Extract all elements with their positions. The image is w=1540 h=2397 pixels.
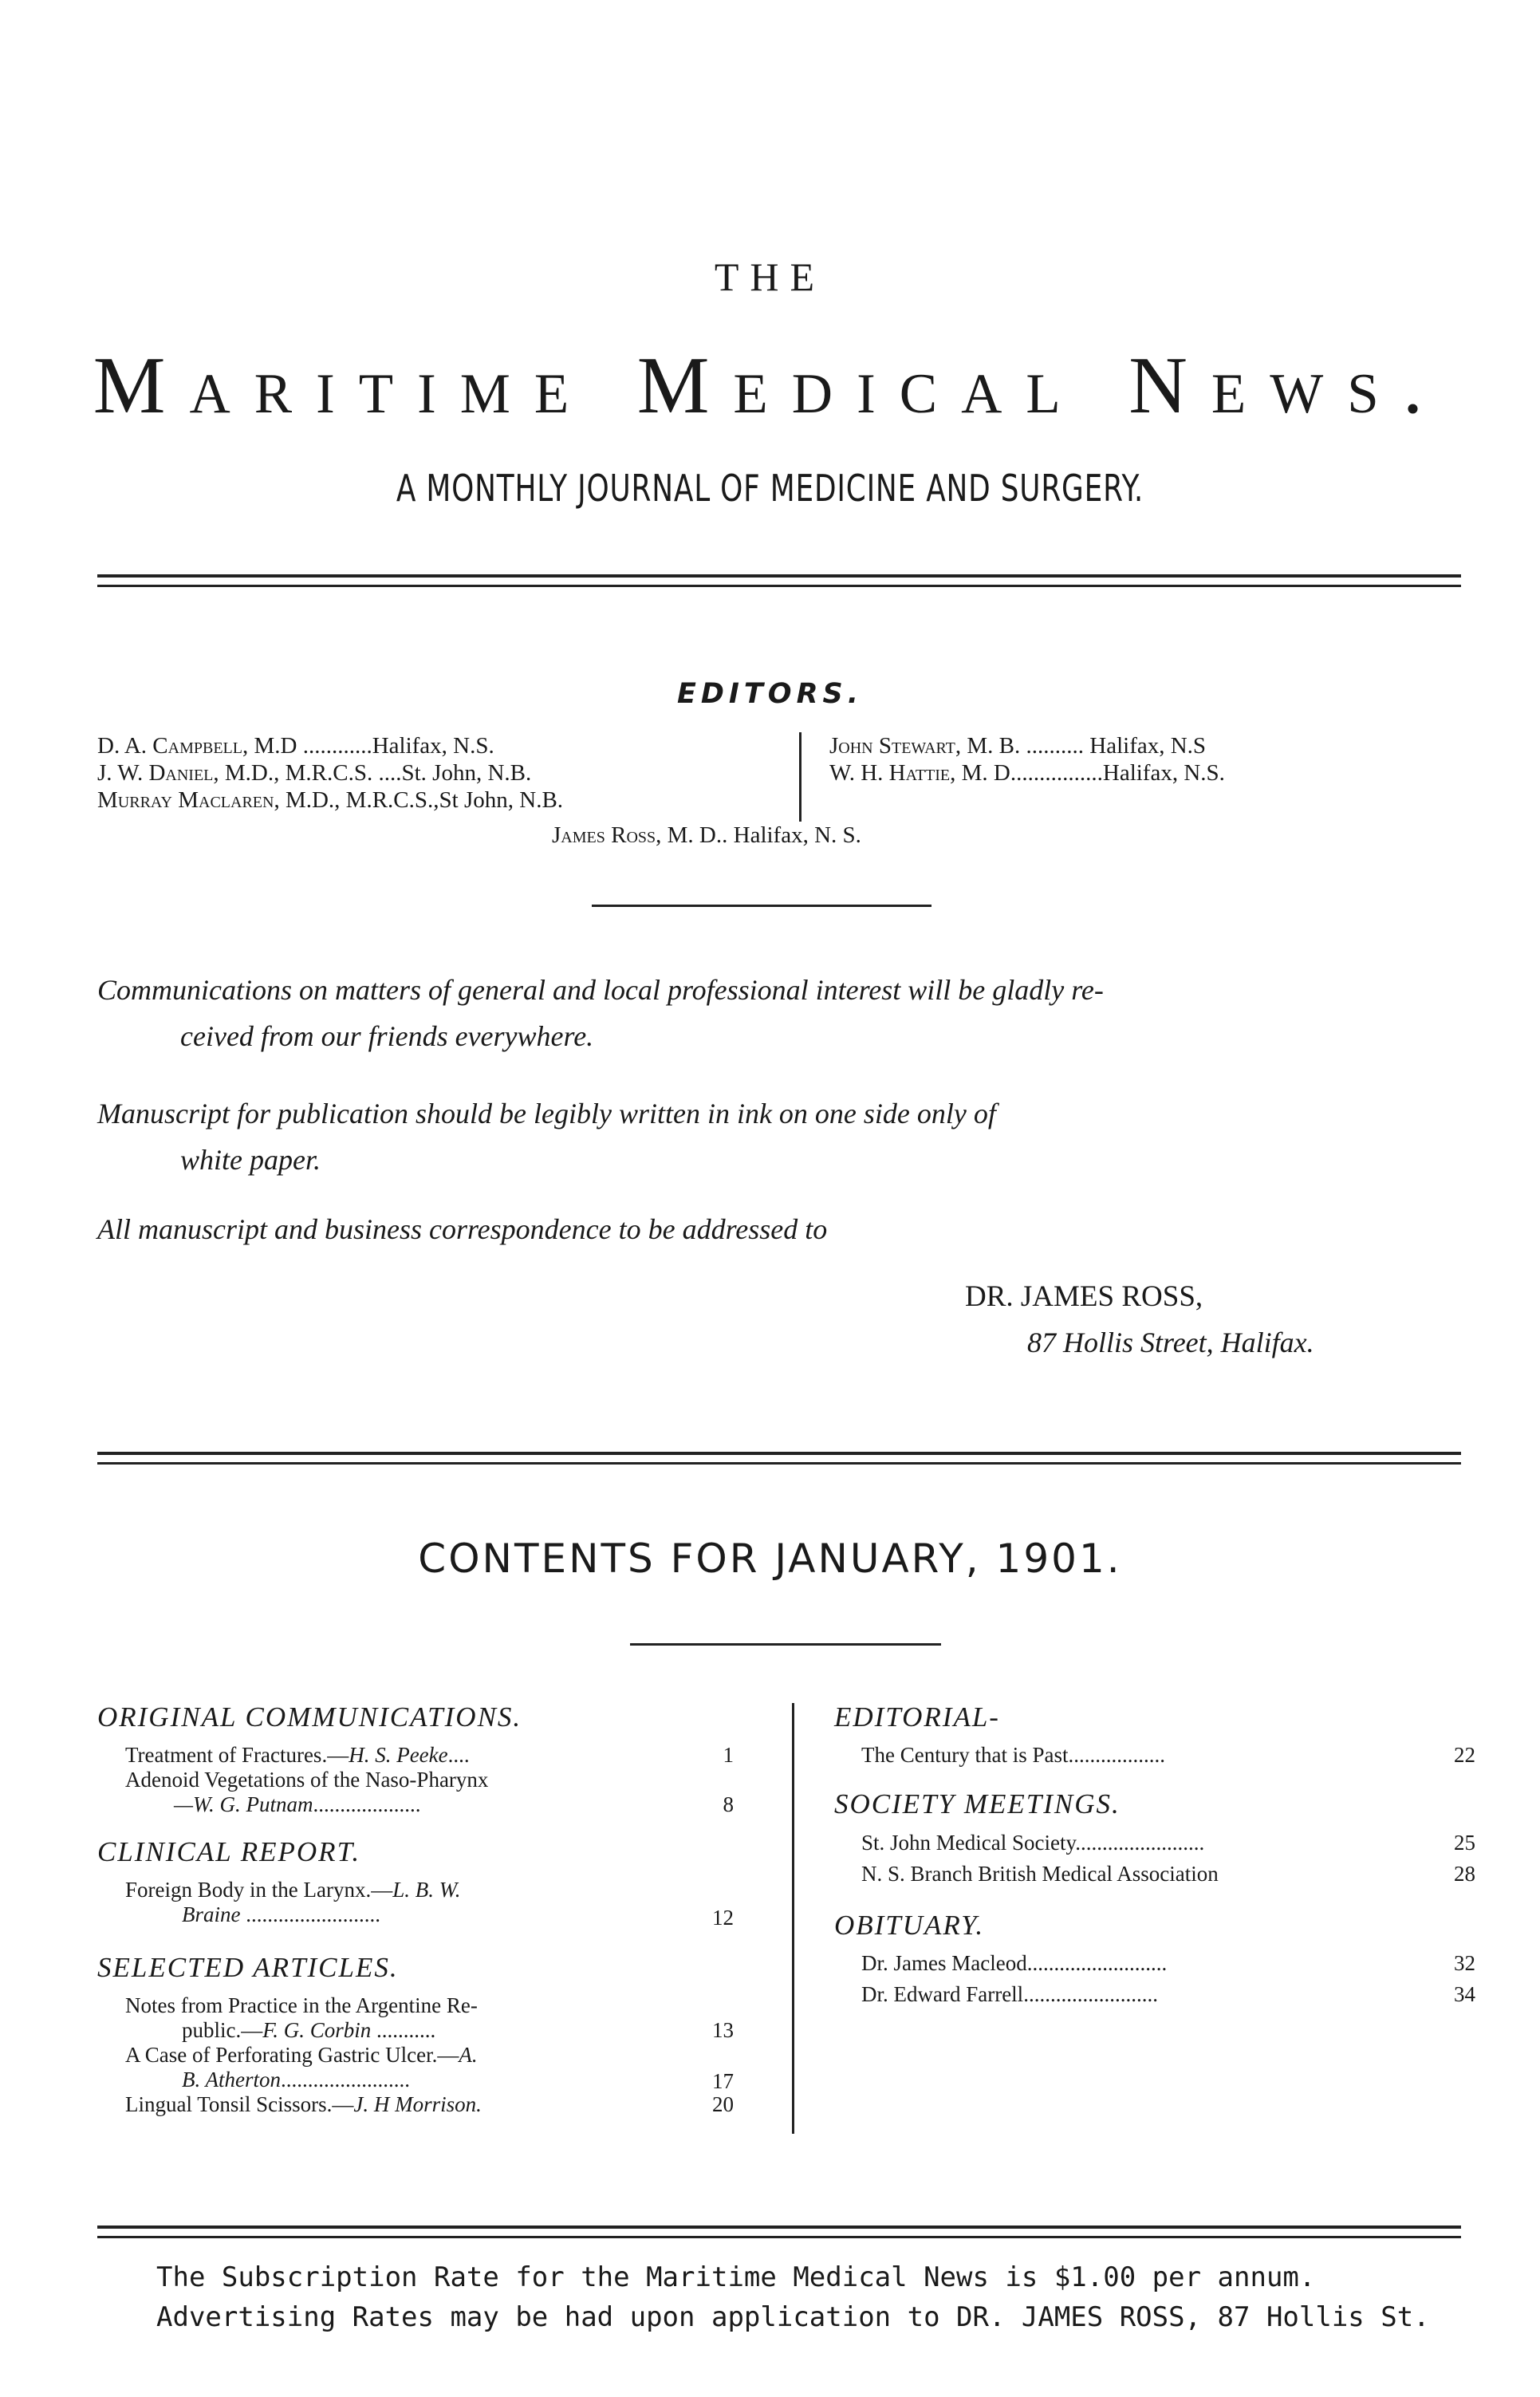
contents-heading: CONTENTS FOR JANUARY, 1901. [418, 1536, 1122, 1582]
editor-name: Murray Maclaren, M.D., M.R.C.S., [97, 787, 439, 813]
leader-dots: ............ [297, 733, 372, 759]
editor-line [97, 787, 563, 814]
contents-item: St. John Medical Society........................ [861, 1831, 1205, 1855]
page-number: 12 [712, 1906, 734, 1930]
editor-name: W. H. Hattie, M. D. [829, 760, 1017, 786]
contents-short-rule [630, 1643, 941, 1646]
section-heading: EDITORIAL- [834, 1701, 1000, 1733]
masthead-the: THE [714, 254, 826, 299]
editor-line [97, 759, 531, 787]
leader-dots: .... [372, 760, 402, 786]
page-number: 22 [1454, 1743, 1475, 1767]
editor-name: James Ross, M. D. [552, 822, 723, 848]
section-heading: OBITUARY. [834, 1910, 985, 1941]
notice-communications-line1: Communications on matters of general and local professional interest will be gladly re- [97, 974, 1104, 1006]
editor-place: St. John, N.B. [401, 760, 532, 786]
contents-column-divider [792, 1703, 794, 2134]
editor-name: John Stewart, M. B. [829, 733, 1021, 759]
contents-item: Treatment of Fractures.—H. S. Peeke.... [125, 1743, 470, 1767]
editors-heading: EDITORS. [676, 678, 864, 710]
editor-line [552, 822, 861, 849]
footer-advertising: Advertising Rates may be had upon application to DR. JAMES ROSS, 87 Hollis St. [156, 2301, 1430, 2333]
journal-subtitle: A MONTHLY JOURNAL OF MEDICINE AND SURGERY. [396, 467, 1144, 510]
contents-item-author: Braine ......................... [182, 1902, 380, 1926]
contents-item: Lingual Tonsil Scissors.—J. H Morrison. [125, 2092, 482, 2116]
page-number: 20 [712, 2092, 734, 2116]
editor-line [829, 732, 1206, 759]
page-number: 17 [712, 2069, 734, 2093]
page-number: 8 [723, 1792, 734, 1816]
address: 87 Hollis Street, Halifax. [1027, 1327, 1314, 1358]
short-rule [592, 905, 931, 907]
editor-place: Halifax, N.S. [1102, 760, 1225, 786]
page-number: 13 [712, 2018, 734, 2042]
contents-item: Foreign Body in the Larynx.—L. B. W. [125, 1878, 461, 1902]
contents-item-author: —W. G. Putnam.................... [174, 1792, 421, 1816]
editor-place: . Halifax, N. S. [722, 822, 861, 848]
editor-line [97, 732, 494, 759]
journal-title: Maritime Medical News. [93, 341, 1447, 431]
double-rule-bottom [97, 2226, 1461, 2238]
section-heading: CLINICAL REPORT. [97, 1836, 361, 1867]
editors-divider [799, 732, 802, 822]
section-heading: ORIGINAL COMMUNICATIONS. [97, 1701, 522, 1733]
contents-item: Dr. James Macleod.......................... [861, 1951, 1168, 1975]
editor-place: Halifax, N.S. [372, 733, 494, 759]
double-rule-top [97, 574, 1461, 587]
contents-item: Notes from Practice in the Argentine Re- [125, 1993, 478, 2017]
notice-manuscript-line1: Manuscript for publication should be legibly written in ink on one side only of [97, 1098, 996, 1130]
page-number: 34 [1454, 1982, 1475, 2006]
page-number: 1 [723, 1743, 734, 1767]
page-number: 25 [1454, 1831, 1475, 1855]
section-heading: SOCIETY MEETINGS. [834, 1788, 1121, 1819]
contents-item: public.—F. G. Corbin ........... [182, 2018, 436, 2042]
notice-communications-line2: ceived from our friends everywhere. [180, 1020, 594, 1052]
notice-correspondence: All manuscript and business correspondence to be addressed to [97, 1213, 828, 1245]
page-number: 28 [1454, 1862, 1475, 1886]
contents-item: Dr. Edward Farrell......................... [861, 1982, 1158, 2006]
contents-item-author: B. Atherton........................ [182, 2068, 410, 2091]
contents-item: N. S. Branch British Medical Association [861, 1862, 1219, 1886]
leader-dots: .......... [1020, 733, 1085, 759]
addressee: DR. JAMES ROSS, [965, 1280, 1203, 1313]
leader-dots: ............... [1016, 760, 1103, 786]
contents-item: Adenoid Vegetations of the Naso-Pharynx [125, 1768, 489, 1792]
section-heading: SELECTED ARTICLES. [97, 1952, 399, 1983]
notice-manuscript-line2: white paper. [180, 1144, 321, 1176]
page-number: 32 [1454, 1951, 1475, 1975]
contents-item: The Century that is Past.................. [861, 1743, 1165, 1767]
editor-name: D. A. Campbell, M.D [97, 733, 297, 759]
footer-subscription: The Subscription Rate for the Maritime Medical News is $1.00 per annum. [156, 2261, 1316, 2293]
editor-name: J. W. Daniel, M.D., M.R.C.S. [97, 760, 373, 786]
editor-line [829, 759, 1225, 787]
editor-place: Halifax, N.S [1089, 733, 1207, 759]
double-rule-middle [97, 1452, 1461, 1465]
contents-item: A Case of Perforating Gastric Ulcer.—A. [125, 2043, 478, 2067]
editor-place: St John, N.B. [439, 787, 564, 813]
